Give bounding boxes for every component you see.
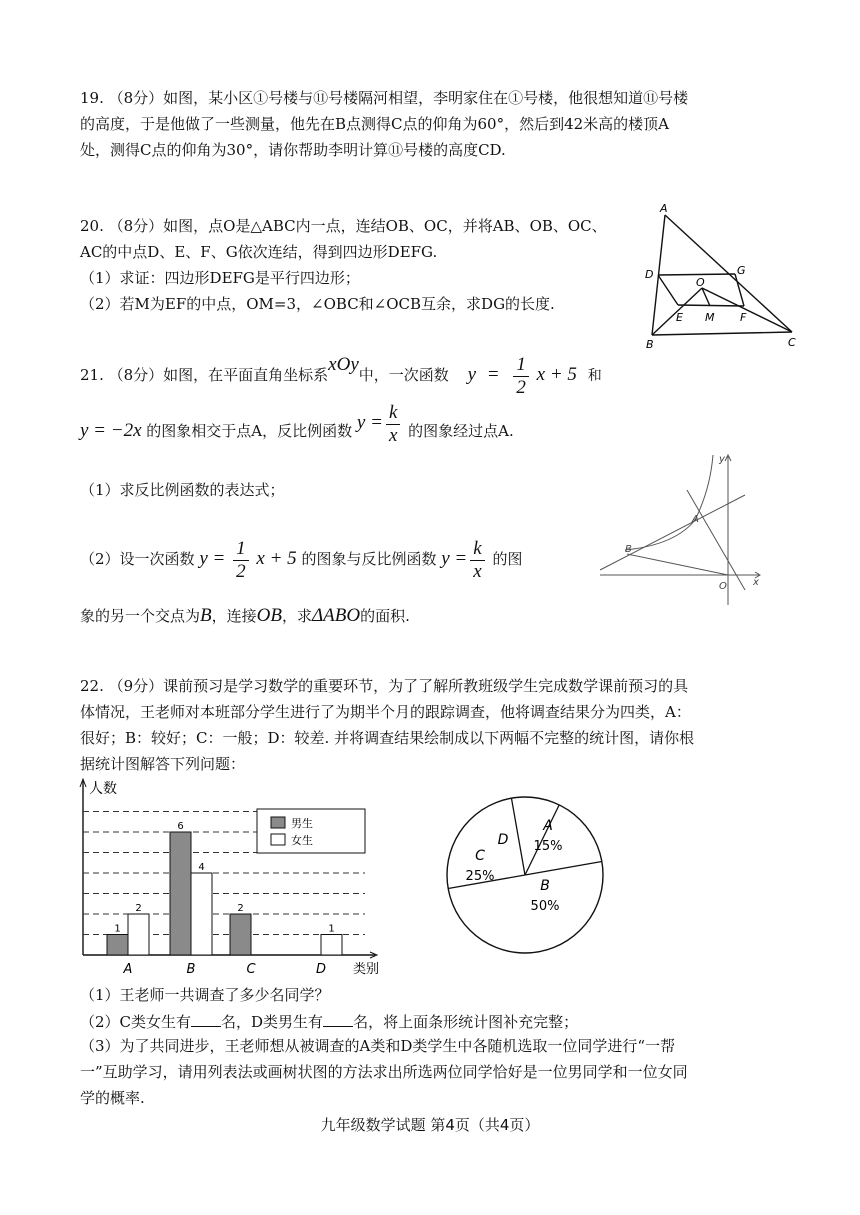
y-axis-label: 人数 xyxy=(89,781,117,797)
q19-line3: 处，测得C点的仰角为30°，请你帮助李明计算⑪号楼的高度CD. xyxy=(80,141,506,159)
slice-label-B: B xyxy=(540,878,550,894)
bar-0-C xyxy=(230,914,251,955)
slice-label-C: C xyxy=(475,848,485,864)
blank-c-girls[interactable] xyxy=(191,1010,221,1027)
x-axis-label: 类别 xyxy=(353,962,380,977)
label-B: B xyxy=(646,338,654,350)
svg-text:B: B xyxy=(625,544,632,555)
q21-text: 的图象相交于点A，反比例函数 xyxy=(146,422,353,440)
q20-line2: AC的中点D、E、F、G依次连结，得到四边形DEFG. xyxy=(80,243,438,261)
pie-chart xyxy=(440,790,610,960)
bar-1-D xyxy=(321,935,342,956)
q21-text2: 的图象经过点A. xyxy=(408,422,514,440)
q22-line4: 据统计图解答下列问题： xyxy=(80,755,246,773)
slice-label-D: D xyxy=(497,832,509,848)
slice-pct-C: 25% xyxy=(465,869,495,884)
svg-text:y: y xyxy=(719,454,725,465)
label-G: G xyxy=(737,264,746,277)
bar-value-label: 1 xyxy=(328,923,335,935)
q21-fraction-half: $\frac{1}{2}$ xyxy=(513,354,529,399)
bar-value-label: 2 xyxy=(237,903,244,914)
q21-graph xyxy=(595,450,770,610)
slice-pct-B: 50% xyxy=(530,899,560,914)
q22-sub3b: 一”互助学习，请用列表法或画树状图的方法求出所选两位同学恰好是一位男同学和一位女同 xyxy=(80,1063,688,1081)
q22-sub3a: （3）为了共同进步，王老师想从被调查的A类和D类学生中各随机选取一位同学进行“一帮 xyxy=(80,1037,676,1055)
q22-line3: 很好；B：较好；C：一般；D：较差. 并将调查结果绘制成以下两幅不完整的统计图，请你根 xyxy=(80,729,695,747)
blank-d-boys[interactable] xyxy=(323,1010,353,1027)
legend-item: 男生 xyxy=(291,817,313,830)
q20-triangle-figure xyxy=(640,200,800,350)
label-A: A xyxy=(660,202,668,215)
q22-line1: 22. （9分）课前预习是学习数学的重要环节，为了了解所教班级学生完成数学课前预习的具 xyxy=(80,677,689,695)
label-O: O xyxy=(696,276,705,289)
q21-line1 xyxy=(80,352,602,399)
slice-pct-A: 15% xyxy=(533,839,563,854)
q22-sub2: （2）C类女生有 名，D类男生有 名，将上面条形统计图补充完整； xyxy=(80,1010,578,1032)
label-E: E xyxy=(676,311,683,324)
q21-k-over-x: $\frac{k}{x}$ xyxy=(386,402,400,447)
legend-item: 女生 xyxy=(291,834,313,847)
bar-0-A xyxy=(107,935,128,956)
q20-line1: 20. （8分）如图，点O是△ABC内一点，连结OB、OC，并将AB、OB、OC、 xyxy=(80,217,607,235)
bar-value-label: 4 xyxy=(198,862,205,873)
q21-y: y xyxy=(467,364,476,385)
label-M: M xyxy=(705,311,715,324)
q22-line2: 体情况，王老师对本班部分学生进行了为期半个月的跟踪调查，他将调查结果分为四类，A： xyxy=(80,703,691,721)
q21-sub2: （2）设一次函数 y = $\frac{1}{2}$ x + 5 的图象与反比例函数 y = $\frac{k}{x}$ 的图 xyxy=(80,537,523,582)
label-D: D xyxy=(645,268,654,281)
bar-value-label: 2 xyxy=(135,903,142,914)
q21-intro: 21. （8分）如图，在平面直角坐标系 xyxy=(80,366,329,384)
q21-line-func: y = −2x xyxy=(80,420,142,441)
label-C: C xyxy=(788,336,796,349)
q21-eq: = xyxy=(486,364,500,385)
svg-text:x: x xyxy=(753,577,759,588)
q21-intro2: 中，一次函数 xyxy=(358,366,449,384)
category-label: A xyxy=(123,962,133,977)
bar-1-A xyxy=(128,914,149,955)
label-F: F xyxy=(740,311,747,324)
page-footer: 九年级数学试题 第4页（共4页） xyxy=(320,1116,540,1134)
bar-chart xyxy=(75,775,395,980)
svg-text:A: A xyxy=(692,514,699,525)
legend xyxy=(257,809,365,853)
bar-value-label: 6 xyxy=(177,821,184,832)
slice-label-A: A xyxy=(543,818,553,834)
q21-tail: x + 5 xyxy=(536,364,577,385)
q21-line2: y = −2x 的图象相交于点A，反比例函数 y = $\frac{k}{x}$ 的图象经过点A. xyxy=(80,401,514,446)
svg-text:O: O xyxy=(719,581,727,592)
q19-line1: 19. （8分）如图，某小区①号楼与⑪号楼隔河相望，李明家住在①号楼，他很想知道⑪号楼 xyxy=(80,89,689,107)
category-label: C xyxy=(246,962,256,977)
q21-and: 和 xyxy=(587,368,602,384)
q21-xoy: xOy xyxy=(328,354,359,375)
q22-sub1: （1）王老师一共调查了多少名同学？ xyxy=(80,986,330,1004)
q20-sub2: （2）若M为EF的中点，OM=3，∠OBC和∠OCB互余，求DG的长度. xyxy=(80,295,555,313)
q20-sub1: （1）求证：四边形DEFG是平行四边形； xyxy=(80,269,360,287)
q21-sub1: （1）求反比例函数的表达式； xyxy=(80,481,285,499)
q22-sub3c: 学的概率. xyxy=(80,1089,145,1107)
bar-0-B xyxy=(170,832,191,955)
q19-line2: 的高度，于是他做了一些测量，他先在B点测得C点的仰角为60°，然后到42米高的楼顶A xyxy=(80,115,670,133)
q21-line5: 象的另一个交点为B，连接OB，求ΔABO的面积. xyxy=(80,605,410,626)
bar-value-label: 1 xyxy=(114,923,121,935)
category-label: D xyxy=(315,962,327,977)
category-label: B xyxy=(186,962,196,977)
bar-1-B xyxy=(191,873,212,955)
